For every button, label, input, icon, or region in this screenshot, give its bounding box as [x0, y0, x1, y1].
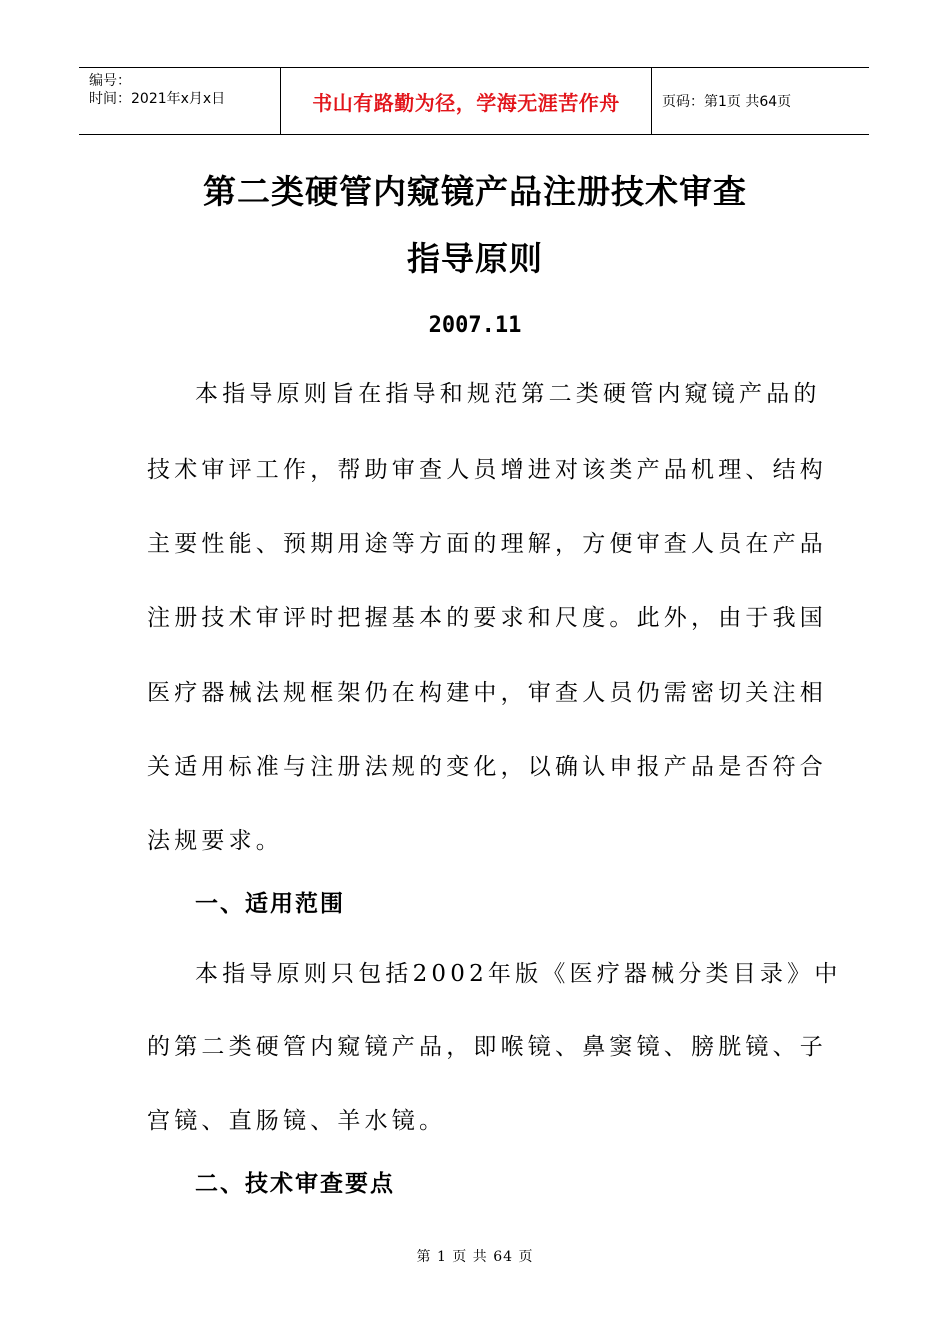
page-footer: 第 1 页 共 64 页	[416, 1249, 534, 1265]
document-date: 2007.11	[428, 313, 522, 338]
paragraph-line: 法规要求。	[147, 828, 283, 854]
paragraph-line: 的第二类硬管内窥镜产品，即喉镜、鼻窦镜、膀胱镜、子	[147, 1034, 827, 1060]
header-motto: 书山有路勤为径，学海无涯苦作舟	[280, 68, 652, 134]
paragraph-line: 医疗器械法规框架仍在构建中，审查人员仍需密切关注相	[147, 680, 827, 706]
document-title-line-2: 指导原则	[407, 239, 543, 278]
paragraph-line: 宫镜、直肠镜、羊水镜。	[147, 1108, 447, 1134]
number-label: 编号：	[89, 73, 131, 89]
paragraph-line: 关适用标准与注册法规的变化，以确认申报产品是否符合	[147, 754, 827, 780]
section-heading: 一、适用范围	[195, 891, 345, 917]
paragraph-line: 注册技术审评时把握基本的要求和尺度。此外，由于我国	[147, 605, 827, 631]
section-heading: 二、技术审查要点	[195, 1171, 395, 1197]
paragraph-line: 技术审评工作，帮助审查人员增进对该类产品机理、结构	[147, 457, 827, 483]
paragraph-line: 本指导原则只包括2002年版《医疗器械分类目录》中	[195, 961, 842, 987]
paragraph-line: 主要性能、预期用途等方面的理解，方便审查人员在产品	[147, 531, 827, 557]
header-meta	[79, 68, 280, 134]
header-page-info: 页码：第1页 共64页	[662, 94, 792, 110]
time-label: 时间：2021年x月x日	[89, 91, 226, 107]
paragraph-line: 本指导原则旨在指导和规范第二类硬管内窥镜产品的	[195, 381, 821, 407]
document-title-line-1: 第二类硬管内窥镜产品注册技术审查	[203, 172, 747, 211]
page-header	[79, 67, 869, 135]
